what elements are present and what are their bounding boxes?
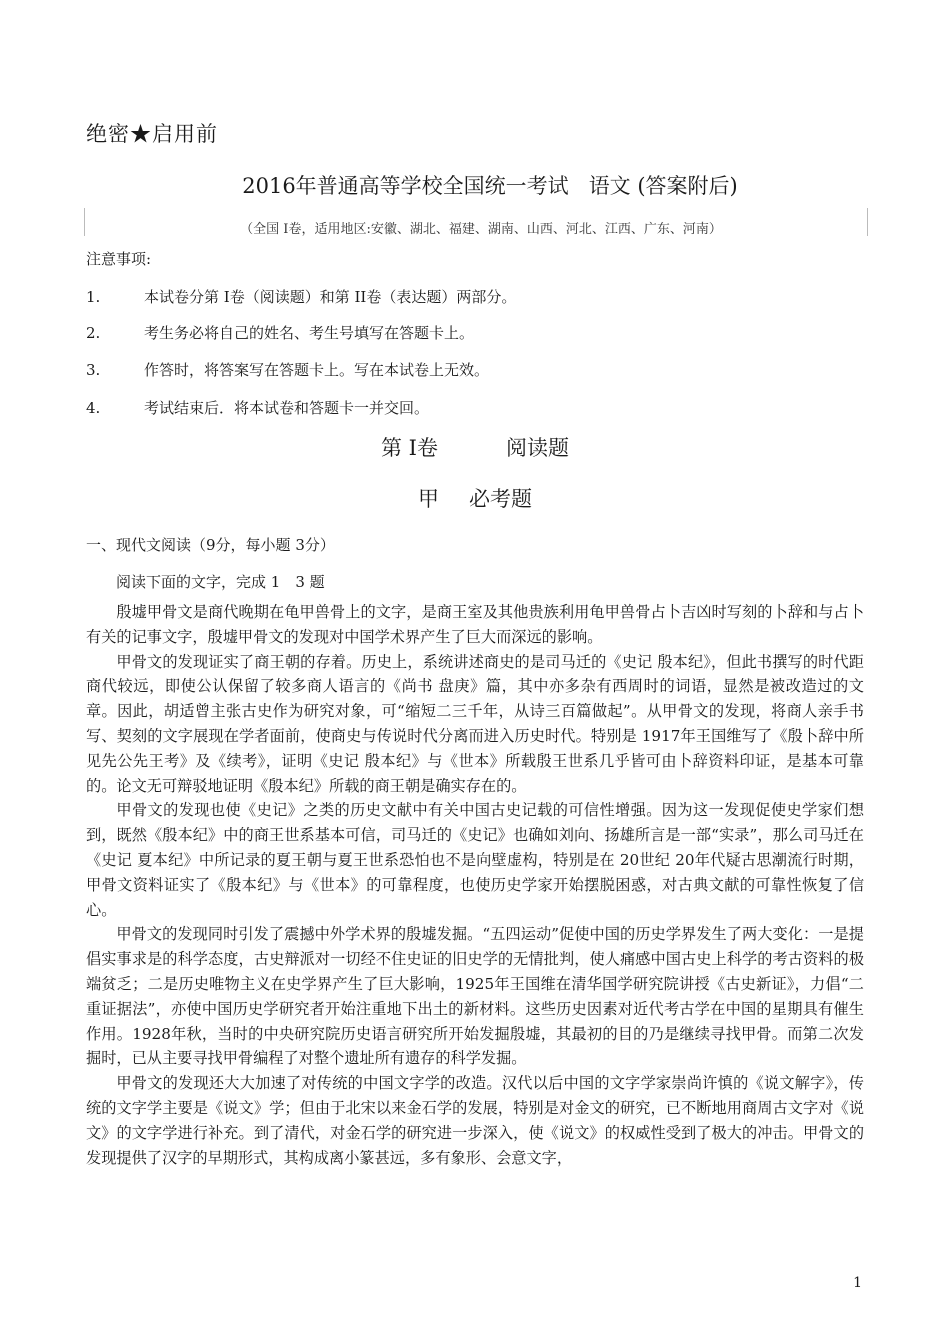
volume-label: 第 I卷 [381,436,438,460]
notice-item [86,397,429,418]
notice-item-text: 考生务必将自己的姓名、考生号填写在答题卡上。 [144,324,475,342]
notice-heading: 注意事项: [86,250,152,268]
passage-paragraph: 甲骨文的发现也使《史记》之类的历史文献中有关中国古史记载的可信性增强。因为这一发现促使史学家们想到，既然《殷本纪》中的商王世系基本可信，司马迁的《史记》也确如刘向、扬雄所言是一部“实录”，那么司马迁在《史记 夏本纪》中所记录的夏王朝与夏王世系恐怕也不是向壁虚构，特别是在 20世纪 20年代疑古思潮流行时期，甲骨文资料证实了《殷本纪》与《世本》的可靠程度，也使历史学家开始摆脱困惑，对古典文献的可靠性恢复了信心。 [86,801,864,919]
part-name: 必考题 [469,487,532,511]
exam-title-subject: 语文 (答案附后) [588,174,738,198]
notice-item [86,322,474,343]
notice-item-text: 本试卷分第 I卷（阅读题）和第 II卷（表达题）两部分。 [144,288,517,306]
applicable-region: （全国 I卷，适用地区:安徽、湖北、福建、湖南、山西、河北、江西、广东、河南） [240,222,722,237]
confidential-mark: 绝密★启用前 [86,122,218,146]
passage-paragraph: 殷墟甲骨文是商代晚期在龟甲兽骨上的文字，是商王室及其他贵族利用龟甲兽骨占卜吉凶时写刻的卜辞和与占卜有关的记事文字，殷墟甲骨文的发现对中国学术界产生了巨大而深远的影响。 [86,603,864,646]
exam-title [0,170,950,200]
notice-item [86,359,489,380]
part-title [0,483,950,513]
notice-item-number: 4. [86,399,101,417]
exam-title-main: 2016年普通高等学校全国统一考试 [242,174,569,198]
passage-paragraph: 甲骨文的发现同时引发了震撼中外学术界的殷墟发掘。“五四运动”促使中国的历史学界发生了两大变化：一是提倡实事求是的科学态度，古史辩派对一切经不住史证的旧史学的无情批判，使人痛感中国古史上科学的考古资料的极端贫乏；二是历史唯物主义在史学界产生了巨大影响，1925年王国维在清华国学研究院讲授《古史新证》，力倡“二重证据法”，亦使中国历史学研究者开始注重地下出土的新材料。这些历史因素对近代考古学在中国的星期具有催生作用。1928年秋，当时的中央研究院历史语言研究所开始发掘殷墟，其最初的目的乃是继续寻找甲骨。而第二次发掘时，已从主要寻找甲骨编程了对整个遗址所有遗存的科学发掘。 [86,925,864,1068]
question-instruction: 阅读下面的文字，完成 1 3 题 [116,573,325,591]
notice-item-text: 考试结束后．将本试卷和答题卡一并交回。 [144,399,430,417]
notice-item-number: 2. [86,324,101,342]
passage-paragraph: 甲骨文的发现还大大加速了对传统的中国文字学的改造。汉代以后中国的文字学家崇尚许慎的《说文解字》，传统的文字学主要是《说文》学；但由于北宋以来金石学的发展，特别是对金文的研究，已不断地用商周古文字对《说文》的文字学进行补充。到了清代，对金石学的研究进一步深入，使《说文》的权威性受到了极大的冲击。甲骨文的发现提供了汉字的早期形式，其构成离小篆甚远，多有象形、会意文字， [86,1074,864,1167]
question-heading: 一、现代文阅读（9分，每小题 3分） [86,536,335,554]
notice-item-number: 1. [86,288,101,306]
page-number: 1 [853,1275,862,1291]
notice-item-number: 3. [86,361,101,379]
reading-passage [86,600,864,1170]
part-label: 甲 [418,487,439,511]
notice-item [86,286,516,307]
passage-paragraph: 甲骨文的发现证实了商王朝的存着。历史上，系统讲述商史的是司马迁的《史记 殷本纪》，但此书撰写的时代距商代较远，即使公认保留了较多商人语言的《尚书 盘庚》篇，其中亦多杂有西周时的词语，显然是被改造过的文章。因此，胡适曾主张古史作为研究对象，可“缩短二三千年，从诗三百篇做起”。从甲骨文的发现，将商人亲手书写、契刻的文字展现在学者面前，使商史与传说时代分离而进入历史时代。特别是 1917年王国维写了《殷卜辞中所见先公先王考》及《续考》，证明《史记 殷本纪》与《世本》所载殷王世系几乎皆可由卜辞资料印证，是基本可靠的。论文无可辩驳地证明《殷本纪》所载的商王朝是确实存在的。 [86,652,864,795]
volume-name: 阅读题 [505,436,569,460]
volume-title [0,432,950,462]
notice-item-text: 作答时，将答案写在答题卡上。写在本试卷上无效。 [144,361,490,379]
